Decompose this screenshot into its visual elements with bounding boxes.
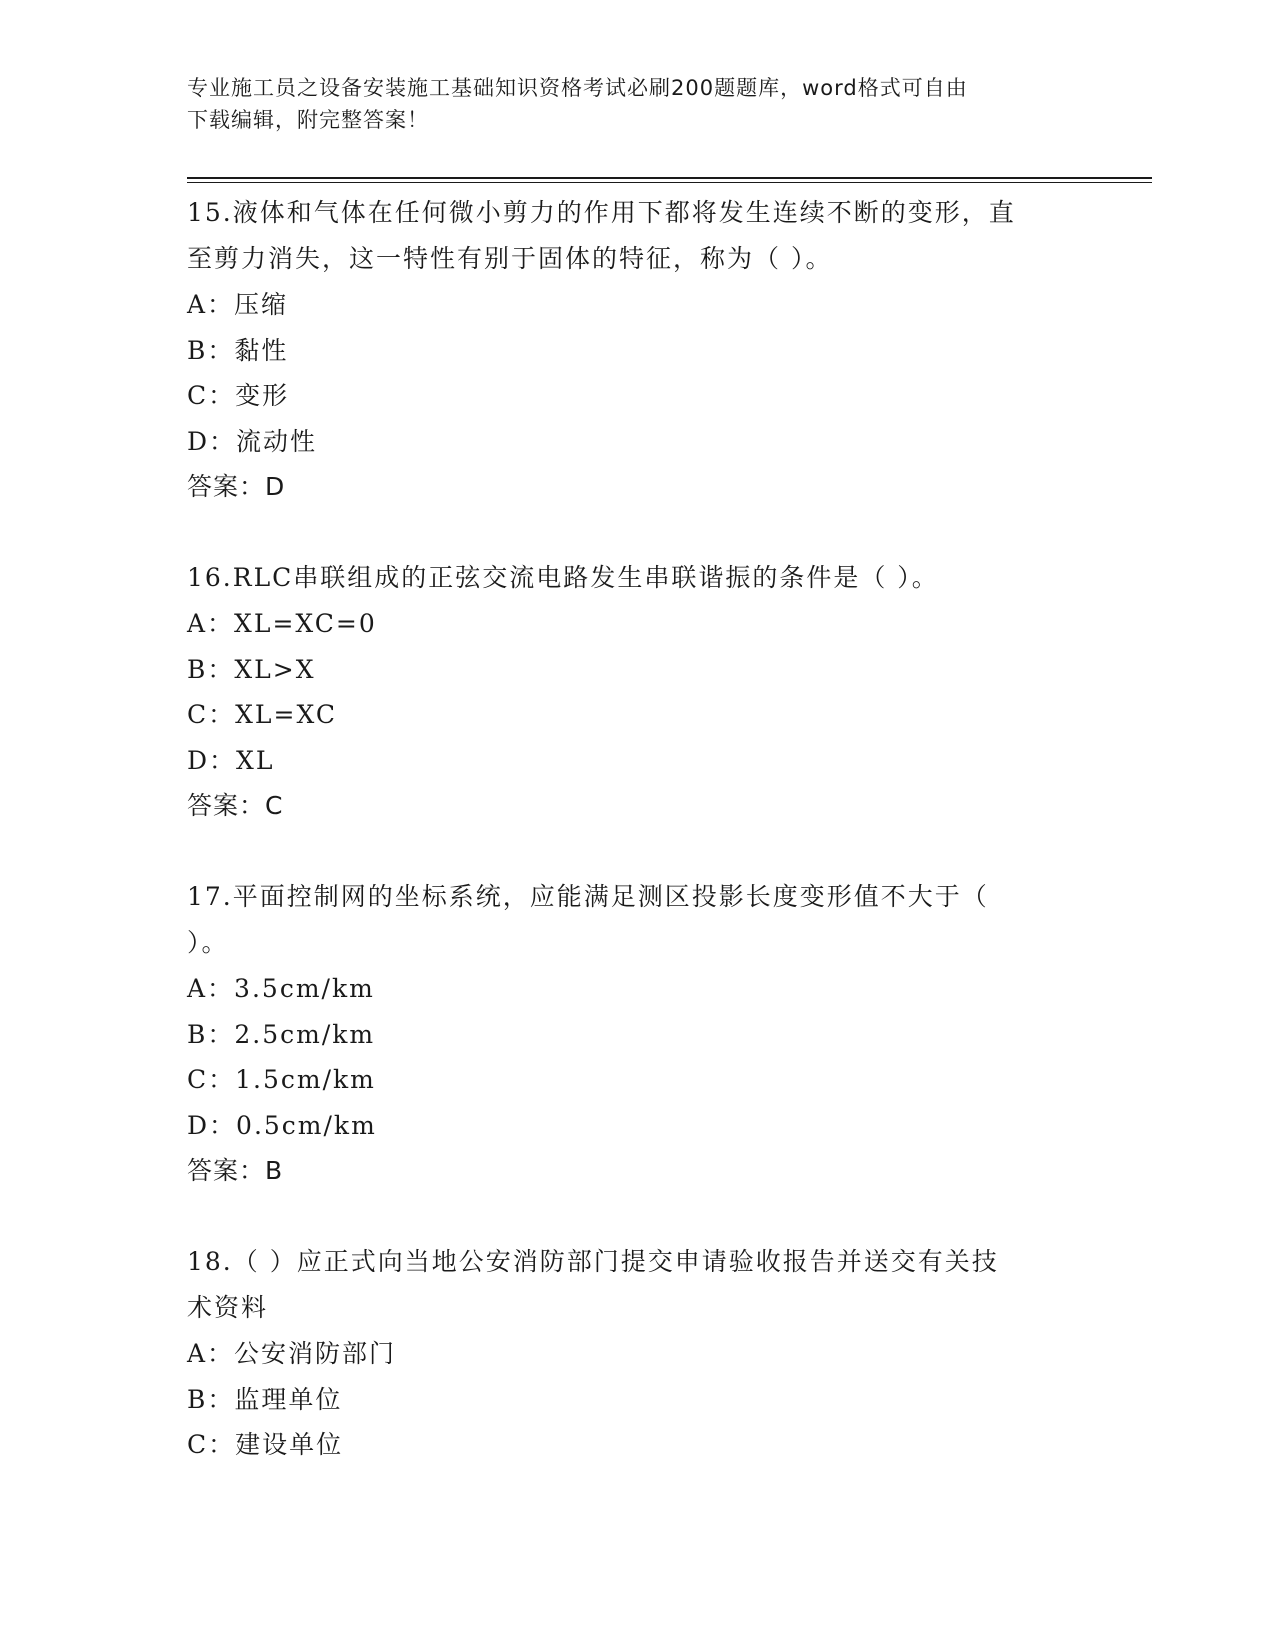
option-d: D：0.5cm/km: [187, 1110, 377, 1140]
question-spacer: [187, 829, 1087, 874]
question-18: [187, 1239, 1087, 1468]
question-stem-line: 17.平面控制网的坐标系统，应能满足测区投影长度变形值不大于（: [187, 882, 989, 911]
question-15: [187, 190, 1087, 510]
option-c: C：1.5cm/km: [187, 1065, 376, 1094]
option-a: A：XL=XC=0: [187, 609, 377, 638]
question-stem-line: 16.RLC串联组成的正弦交流电路发生串联谐振的条件是（ ）。: [187, 563, 939, 592]
question-17: [187, 874, 1087, 1194]
question-stem-line: 至剪力消失，这一特性有别于固体的特征，称为（ ）。: [187, 244, 833, 273]
option-c: C：变形: [187, 381, 290, 410]
header-rule-thick: [187, 177, 1152, 179]
header-line-2: 下载编辑，附完整答案！: [187, 108, 429, 132]
answer-line: 答案：C: [187, 791, 284, 820]
option-b: B：2.5cm/km: [187, 1019, 376, 1049]
answer-line: 答案：D: [187, 472, 286, 501]
option-d: D：流动性: [187, 426, 318, 456]
option-d: D：XL: [187, 745, 275, 775]
header-rule-thin: [187, 182, 1152, 183]
option-a: A：3.5cm/km: [187, 974, 375, 1003]
document-header: [187, 72, 1067, 136]
question-16: [187, 555, 1087, 829]
option-c: C：XL=XC: [187, 700, 337, 729]
option-a: A：压缩: [187, 290, 289, 319]
question-spacer: [187, 510, 1087, 555]
option-a: A：公安消防部门: [187, 1339, 397, 1368]
question-stem-line: ）。: [187, 928, 229, 957]
option-b: B：黏性: [187, 335, 289, 365]
option-c: C：建设单位: [187, 1430, 344, 1459]
question-stem-line: 术资料: [187, 1293, 269, 1322]
question-spacer: [187, 1194, 1087, 1239]
question-stem-line: 15.液体和气体在任何微小剪力的作用下都将发生连续不断的变形，直: [187, 198, 1016, 227]
option-b: B：监理单位: [187, 1384, 343, 1414]
option-b: B：XL>X: [187, 654, 316, 684]
header-line-1: 专业施工员之设备安装施工基础知识资格考试必刷200题题库，word格式可自由: [187, 76, 968, 100]
question-list: [187, 190, 1087, 1468]
question-stem-line: 18.（ ）应正式向当地公安消防部门提交申请验收报告并送交有关技: [187, 1247, 999, 1276]
answer-line: 答案：B: [187, 1156, 284, 1185]
